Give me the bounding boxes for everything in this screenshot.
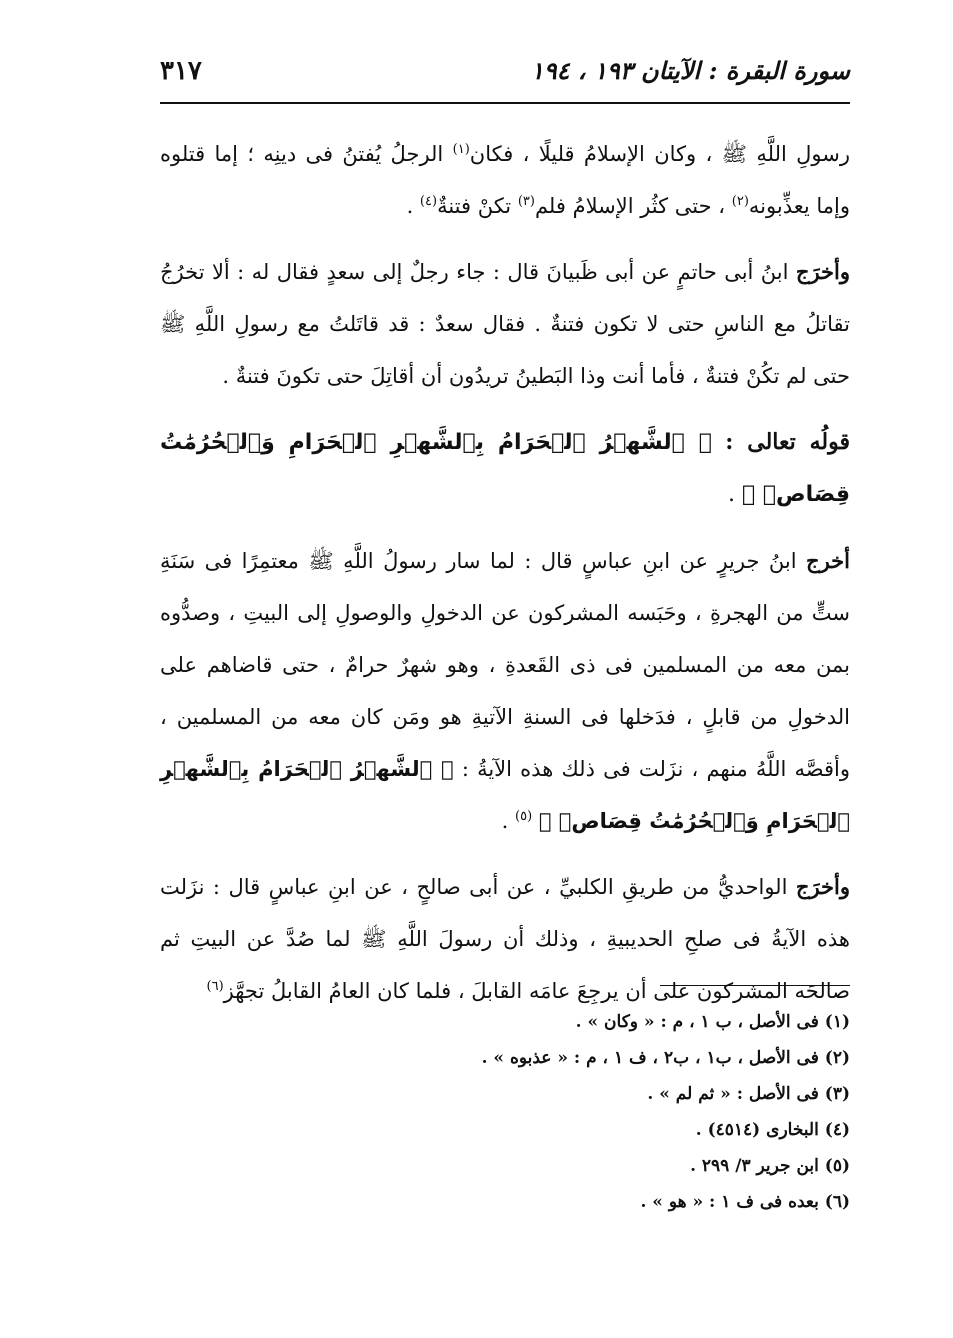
paragraph-1-part-1: رسولِ اللَّهِ ﷺ ، وكان الإسلامُ قليلًا ، فكان: [469, 142, 851, 166]
footnote-3: (٣) فى الأصل : « ثم لم » .: [647, 1084, 850, 1104]
paragraph-1-part-5: .: [406, 194, 420, 218]
page-number: ٣١٧: [160, 56, 202, 86]
paragraph-3-quran: ﴿ ٱلشَّهۡرُ ٱلۡحَرَامُ بِٱلشَّهۡرِ ٱلۡحَرَامِ وَٱلۡحُرُمَٰتُ قِصَاصٞ ﴾: [160, 757, 850, 833]
paragraph-4-text: الواحديُّ من طريقِ الكلبيِّ ، عن أبى صالحٍ ، عن ابنِ عباسٍ قال : نزَلت هذه الآيةُ فى صلحِ الحديبيةِ ، وذلك أن رسولَ اللَّهِ ﷺ لما صُدَّ عن البيتِ ثم صالحَه المشركون على أن يرجِعَ عامَه القابلَ ، فلما كان العامُ القابلُ تجهَّز: [160, 875, 850, 1003]
footnotes: [160, 1004, 850, 1220]
footnote-mark-3: (٣): [517, 194, 535, 209]
page-header: [160, 52, 850, 96]
verse-heading-label: قولُه تعالى :: [725, 429, 850, 455]
footnote-4: (٤) البخارى (٤٥١٤) .: [695, 1120, 850, 1140]
footnote-1: (١) فى الأصل ، ب ١ ، م : « وكان » .: [575, 1012, 850, 1032]
paragraph-2: [160, 246, 850, 402]
paragraph-3-lead: أخرج: [806, 548, 850, 573]
paragraph-3-end: .: [501, 809, 515, 833]
running-title: سورة البقرة : الآيتان ١٩٣ ، ١٩٤: [530, 56, 850, 85]
paragraph-3: [160, 535, 850, 847]
paragraph-4-lead: وأخرَج: [795, 874, 850, 899]
paragraph-3-text: ابنُ جريرٍ عن ابنِ عباسٍ قال : لما سار رسولُ اللَّهِ ﷺ معتمِرًا فى سَنَةِ ستٍّ من الهجرةِ ، وحَبَسه المشركون عن الدخولِ والوصولِ إلى البيتِ ، وصدُّوه بمن معه من المسلمين فى ذى القَعدةِ ، وهو شهرٌ حرامٌ ، حتى قاضاهم على الدخولِ من قابلٍ ، فدَخلها فى السنةِ الآتيةِ هو ومَن كان معه من المسلمين ، وأقصَّه اللَّهُ منهم ، نزَلت فى ذلك هذه الآيةُ :: [160, 549, 850, 781]
footnote-mark-4: (٤): [419, 194, 438, 209]
paragraph-1-part-2: الرجلُ يُفتنُ فى دينِه ؛ إما قتلوه وإما يعذِّبونه: [160, 142, 850, 218]
verse-heading-quran: ﴿ ٱلشَّهۡرُ ٱلۡحَرَامُ بِٱلشَّهۡرِ ٱلۡحَرَامِ وَٱلۡحُرُمَٰتُ قِصَاصٞ ﴾: [160, 430, 850, 507]
main-text: [160, 128, 850, 1031]
footnote-mark-6: (٦): [206, 979, 224, 994]
paragraph-2-lead: وأخرَج: [795, 259, 850, 284]
verse-heading-end: .: [727, 482, 742, 507]
footnote-6: (٦) بعده فى ف ١ : « هو » .: [640, 1192, 850, 1212]
footnote-mark-5: (٥): [515, 809, 533, 824]
footnote-5: (٥) ابن جرير ٣/ ٢٩٩ .: [690, 1156, 850, 1176]
paragraph-1-part-4: تكنْ فتنةٌ: [437, 194, 518, 218]
footnote-mark-2: (٢): [731, 194, 749, 209]
footnote-divider: [660, 985, 850, 986]
paragraph-1-part-3: ، حتى كثُر الإسلامُ فلم: [534, 194, 732, 218]
paragraph-2-text: ابنُ أبى حاتمٍ عن أبى ظَبيانَ قال : جاء رجلٌ إلى سعدٍ فقال له : ألا تخرُجُ تقاتلُ مع الناسِ حتى لا تكون فتنةٌ . فقال سعدٌ : قد قاتَلتُ مع رسولِ اللَّهِ ﷺ حتى لم تكُنْ فتنةٌ ، فأما أنت وذا البَطينُ تريدُون أن أقاتِلَ حتى تكونَ فتنةٌ .: [160, 260, 850, 388]
footnote-2: (٢) فى الأصل ، ب١ ، ب٢ ، ف ١ ، م : « عذبوه » .: [481, 1048, 850, 1068]
paragraph-1: [160, 128, 850, 232]
paragraph-4: [160, 861, 850, 1017]
footnote-mark-1: (١): [452, 142, 470, 157]
header-divider: [160, 102, 850, 104]
verse-heading: [160, 416, 850, 521]
